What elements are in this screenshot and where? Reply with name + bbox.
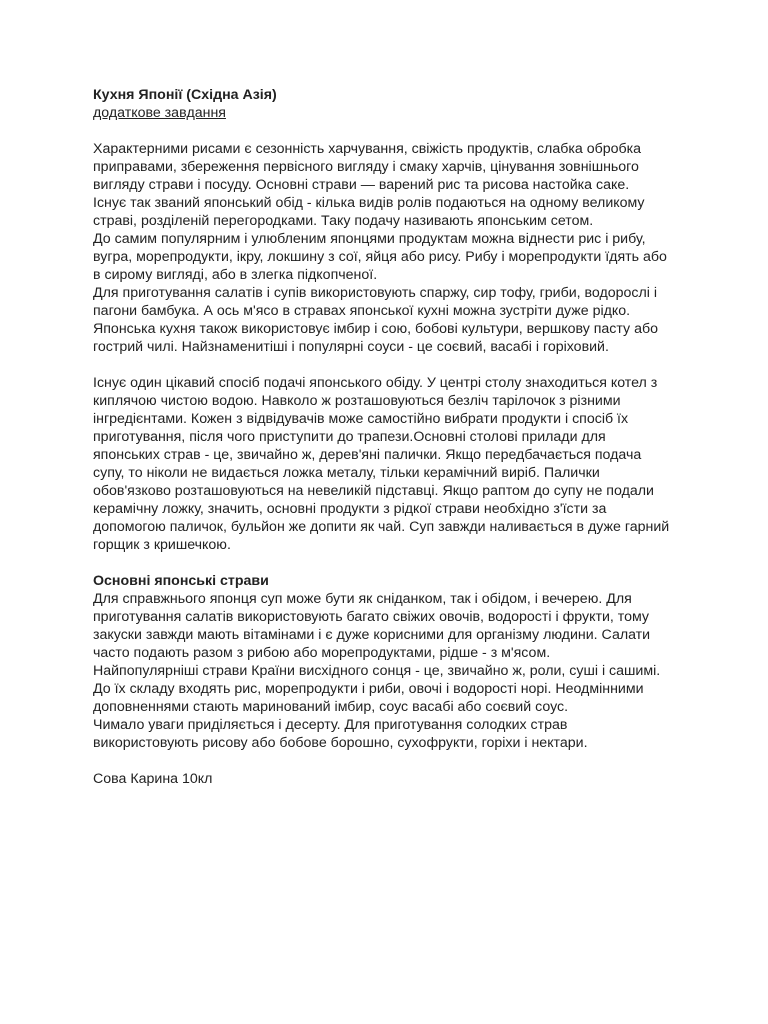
spacer: [93, 356, 683, 374]
text-line: супу, то ніколи не видається ложка металу, тільки керамічний виріб. Палички: [93, 465, 600, 481]
text-line: допомогою паличок, бульйон же допити як чай. Суп завжди наливається в дуже гарний: [93, 519, 670, 535]
text-line: закуски завжди мають вітамінами і є дуже корисними для організму людини. Салати: [93, 627, 651, 643]
text-line: доповненнями стають маринований імбир, соус васабі або соєвий соус.: [93, 699, 569, 715]
document-subtitle: додаткове завдання: [93, 105, 226, 121]
text-line: інгредієнтами. Кожен з відвідувачів може самостійно вибрати продукти і спосіб їх: [93, 411, 629, 427]
text-line: киплячою чистою водою. Навколо ж розташовуються безліч тарілочок з різними: [93, 393, 621, 409]
text-line: Японська кухня також використовує імбир і сою, бобові культури, вершкову пасту або: [93, 321, 658, 337]
text-line: обов'язково розташовуються на невеликій підставці. Якщо раптом до супу не подали: [93, 483, 654, 499]
document-page: [93, 86, 683, 788]
text-line: приготування салатів використовують багато свіжих овочів, водорості і фрукти, тому: [93, 609, 649, 625]
text-line: приправами, збереження первісного вигляду і смаку харчів, цінування зовнішнього: [93, 159, 639, 175]
text-line: Характерними рисами є сезонність харчування, свіжість продуктів, слабка обробка: [93, 141, 642, 157]
document-title: Кухня Японії (Східна Азія): [93, 87, 277, 103]
section-heading: Основні японські страви: [93, 573, 269, 589]
text-line: керамічну ложку, значить, основні продукти з рідкої страви необхідно з'їсти за: [93, 501, 607, 517]
spacer: [93, 554, 683, 572]
text-line: До їх складу входять рис, морепродукти і риби, овочі і водорості норі. Неодмінними: [93, 681, 644, 697]
text-line: японських страв - це, звичайно ж, дерев'яні палички. Якщо передбачається подача: [93, 447, 642, 463]
intro-paragraph: [93, 140, 683, 356]
text-line: Для справжнього японця суп може бути як сніданком, так і обідом, і вечерею. Для: [93, 591, 632, 607]
serving-paragraph: [93, 374, 683, 554]
text-line: вигляду страви і посуду. Основні страви — варений рис та рисова настойка саке.: [93, 177, 630, 193]
text-line: Існує так званий японський обід - кілька видів ролів подаються на одному великому: [93, 195, 645, 211]
text-line: Для приготування салатів і супів використовують спаржу, сир тофу, гриби, водорослі і: [93, 285, 658, 301]
dishes-paragraph: [93, 590, 683, 752]
text-line: часто подають разом з рибою або морепродуктами, рідше - з м'ясом.: [93, 645, 551, 661]
text-line: використовують рисову або бобове борошно, сухофрукти, горіхи і нектари.: [93, 735, 588, 751]
text-line: пагони бамбука. А ось м'ясо в стравах японської кухні можна зустріти дуже рідко.: [93, 303, 631, 319]
author-signature: Сова Карина 10кл: [93, 771, 213, 787]
text-line: страві, розділеній перегородками. Таку подачу називають японським сетом.: [93, 213, 594, 229]
text-line: вугра, морепродукти, ікру, локшину з сої, яйця або рису. Рибу і морепродукти їдять або: [93, 249, 667, 265]
text-line: Найпопулярніші страви Країни висхідного сонця - це, звичайно ж, роли, суші і сашимі.: [93, 663, 661, 679]
text-line: гострий чилі. Найзнаменитіші і популярні соуси - це соєвий, васабі і горіховий.: [93, 339, 609, 355]
spacer: [93, 122, 683, 140]
text-line: До самим популярним і улюбленим японцями продуктам можна віднести рис і рибу,: [93, 231, 646, 247]
text-line: горщик з кришечкою.: [93, 537, 231, 553]
text-line: Чимало уваги приділяється і десерту. Для приготування солодких страв: [93, 717, 568, 733]
text-line: Існує один цікавий спосіб подачі японського обіду. У центрі столу знаходиться котел з: [93, 375, 658, 391]
spacer: [93, 752, 683, 770]
text-line: в сирому вигляді, або в злегка підкопченої.: [93, 267, 378, 283]
text-line: приготування, після чого приступити до трапези.Основні столові прилади для: [93, 429, 606, 445]
